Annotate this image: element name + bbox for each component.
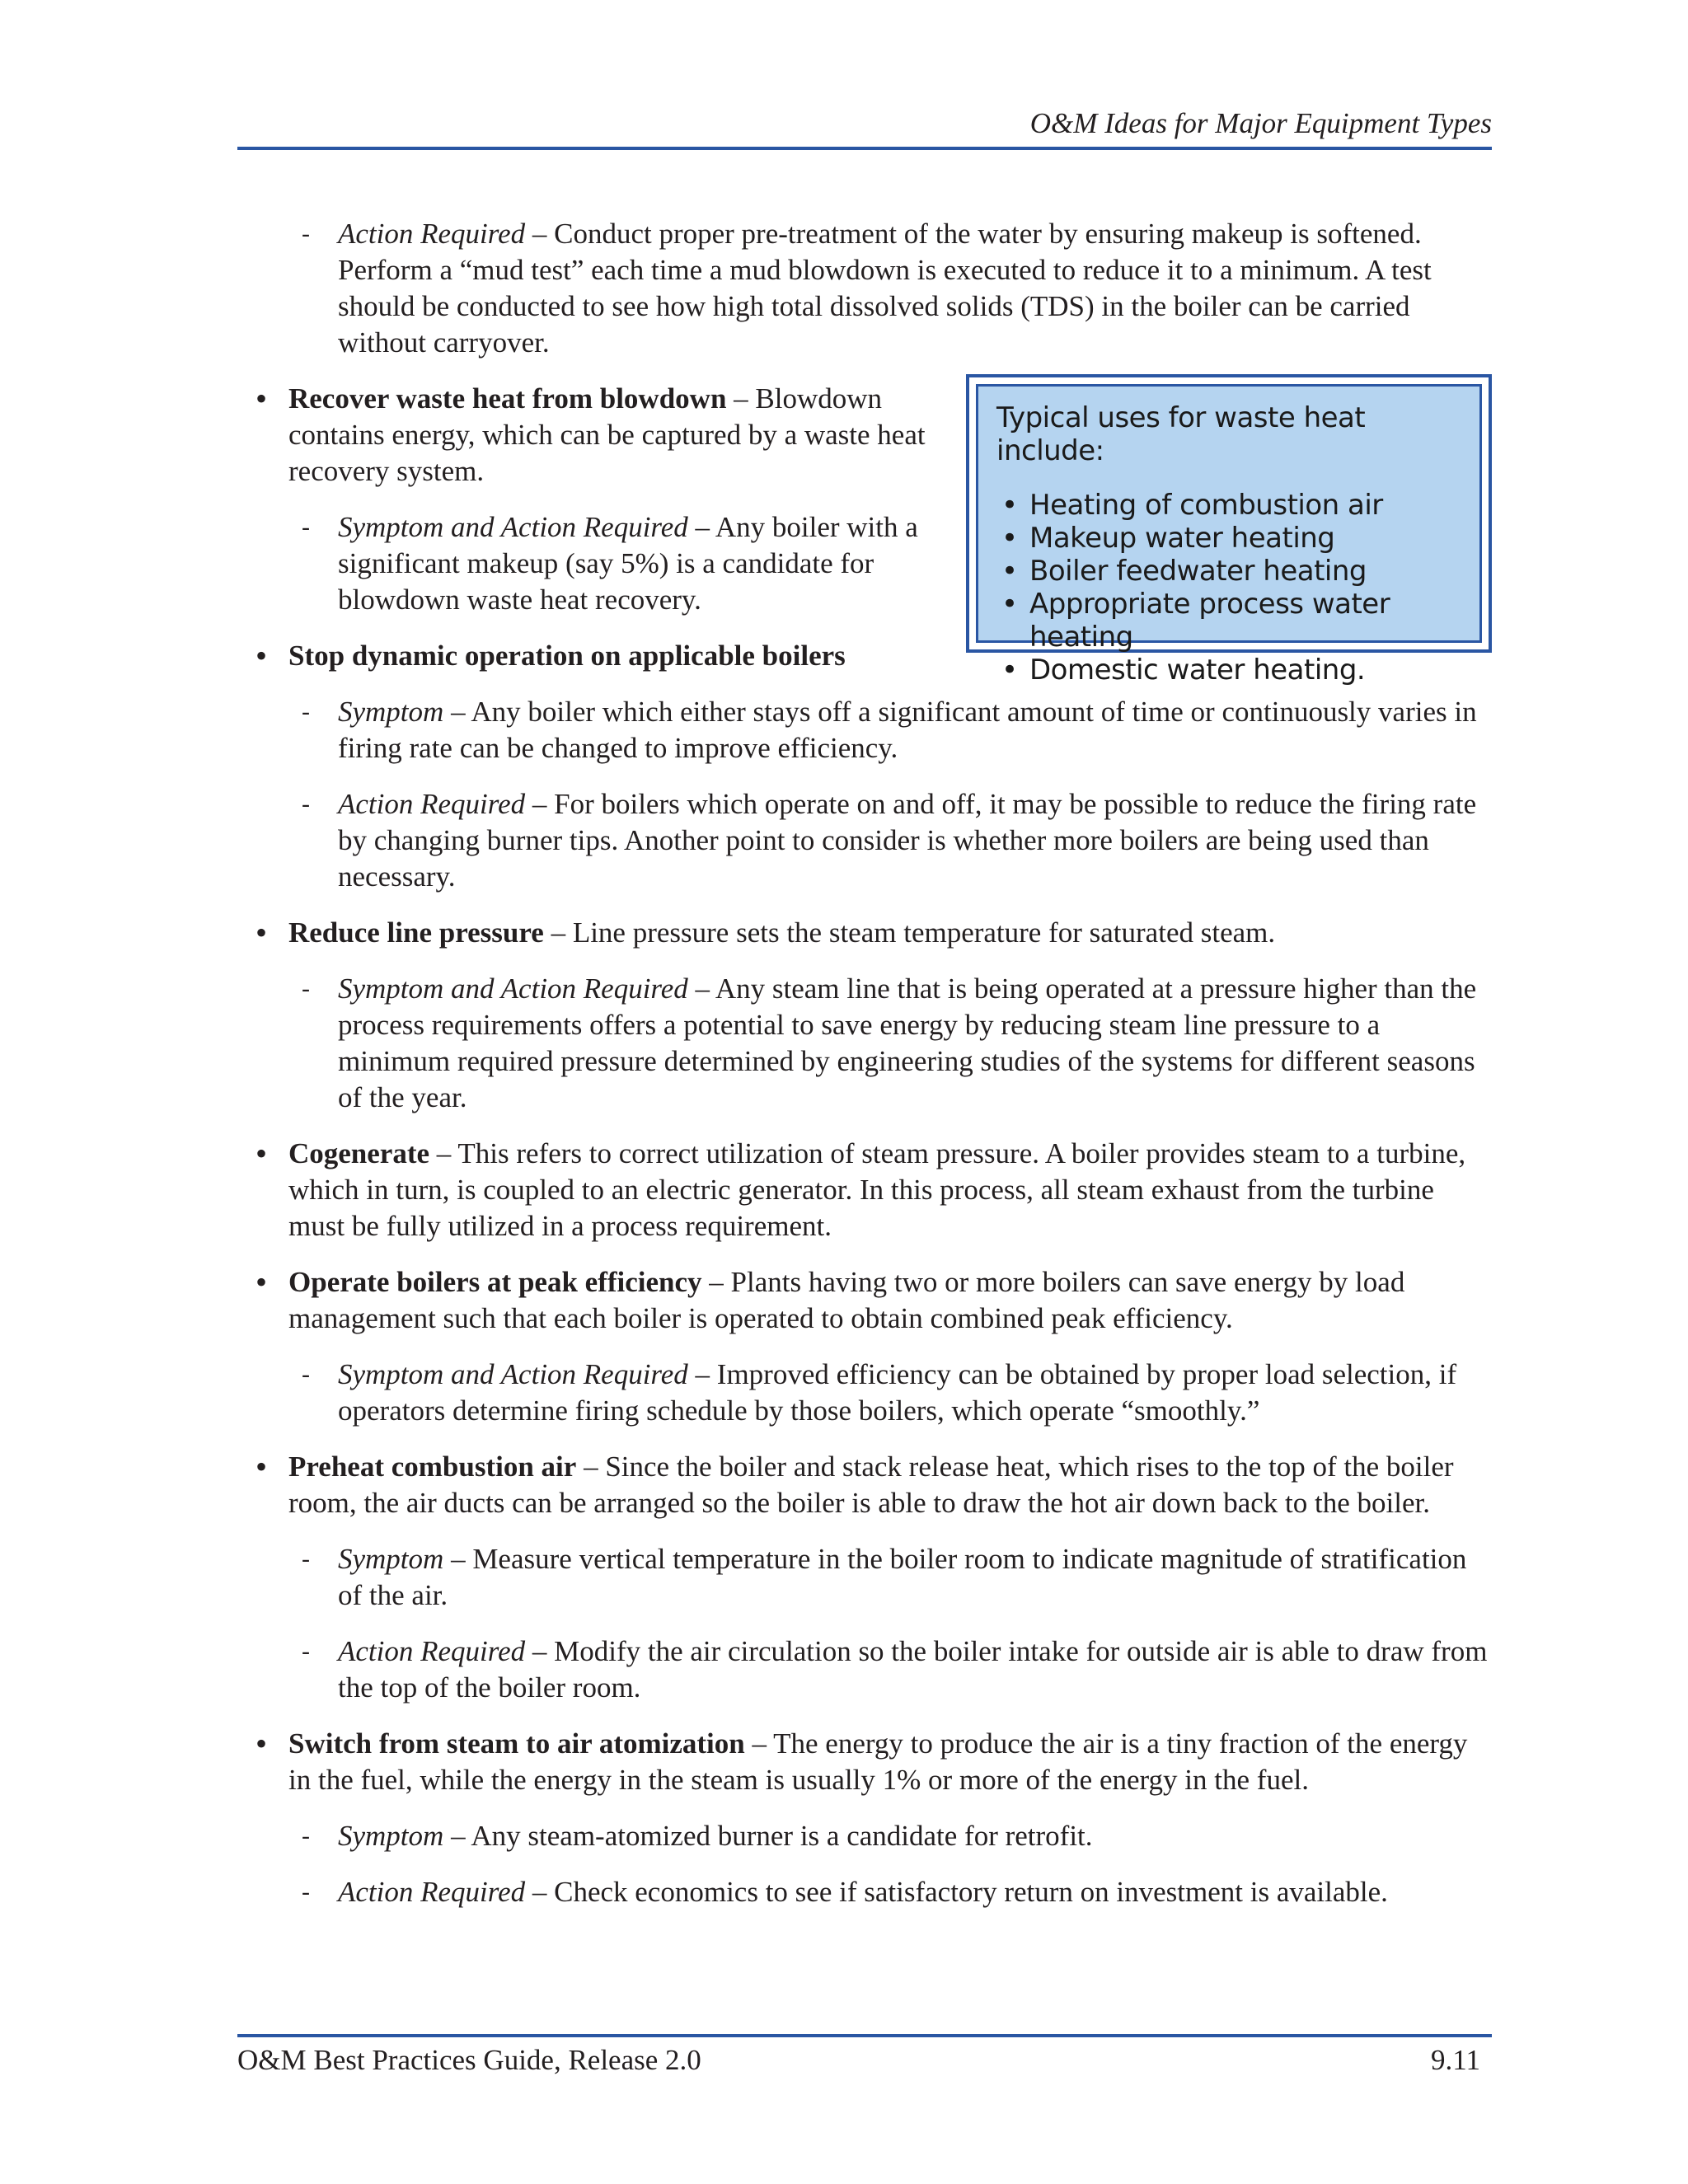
running-header: O&M Ideas for Major Equipment Types: [1029, 107, 1492, 139]
callout-title: Typical uses for waste heat include:: [996, 401, 1366, 467]
sub-item-text: – Any boiler which either stays off a significant amount of time or continuously varies in firing rate can be changed to improve efficiency.: [338, 696, 1477, 764]
dash-marker: -: [302, 513, 310, 541]
bullet-icon: •: [256, 637, 268, 674]
bullet-text: – Blowdown contains energy, which can be captured by a waste heat recovery system.: [288, 382, 926, 487]
callout-item: • Heating of combustion air: [1001, 489, 1383, 522]
sub-item: [256, 1874, 1492, 1910]
sub-item-label: Symptom: [338, 1820, 444, 1852]
sub-item: [256, 1541, 1492, 1614]
bullet-icon: •: [256, 914, 268, 951]
callout-item: • Boiler feedwater heating: [1001, 555, 1367, 588]
bullet-icon: •: [1001, 654, 1018, 687]
sub-item: [256, 1633, 1492, 1706]
bullet-item: [256, 1264, 1492, 1337]
bullet-icon: •: [1001, 522, 1018, 555]
dash-marker: -: [302, 698, 310, 725]
bullet-item: [256, 1136, 1492, 1244]
sub-item-text: – Check economics to see if satisfactory return on investment is available.: [525, 1876, 1388, 1908]
bullet-title: Preheat combustion air: [288, 1451, 577, 1483]
bullet-item: [256, 1449, 1492, 1521]
footer-title: O&M Best Practices Guide, Release 2.0: [237, 2044, 701, 2076]
bullet-item: [256, 638, 1492, 674]
bullet-title: Stop dynamic operation on applicable boilers: [288, 640, 846, 672]
sub-item: [256, 1818, 1492, 1854]
footer-rule: [237, 2034, 1492, 2037]
sub-item-label: Action Required: [338, 218, 526, 250]
sub-item-text: – Modify the air circulation so the boiler intake for outside air is able to draw from the top of the boiler room.: [338, 1635, 1488, 1704]
bullet-icon: •: [1001, 489, 1018, 522]
bullet-icon: •: [1001, 588, 1018, 621]
sub-item: [256, 509, 997, 618]
bullet-item: [256, 1726, 1492, 1798]
bullet-icon: •: [256, 1135, 268, 1172]
dash-marker: -: [302, 220, 310, 247]
bullet-item: [256, 915, 1492, 951]
sub-item-text: – Conduct proper pre-treatment of the water by ensuring makeup is softened. Perform a “mud test” each time a mud blowdown is executed to reduce it to a minimum. A test should be conducted to see how high total dissolved solids (TDS) in the boiler can be carried without carryover.: [338, 218, 1432, 359]
dash-marker: -: [302, 975, 310, 1002]
sub-item-label: Symptom and Action Required: [338, 972, 688, 1005]
bullet-text: – Line pressure sets the steam temperature for saturated steam.: [543, 916, 1276, 949]
dash-marker: -: [302, 1361, 310, 1388]
sub-item-text: – Measure vertical temperature in the boiler room to indicate magnitude of stratification of the air.: [338, 1543, 1467, 1611]
sub-item-text: – Any steam-atomized burner is a candidate for retrofit.: [443, 1820, 1093, 1852]
sub-item-text: – Improved efficiency can be obtained by proper load selection, if operators determine firing schedule by those boilers, which operate “smoothly.”: [338, 1358, 1457, 1427]
bullet-icon: •: [256, 1263, 268, 1301]
sub-item: [256, 1357, 1492, 1429]
sub-item-text: – Any boiler with a significant makeup (say 5%) is a candidate for blowdown waste heat recovery.: [338, 511, 918, 616]
sub-item-label: Action Required: [338, 788, 526, 820]
page-number: 9.11: [1431, 2044, 1480, 2076]
bullet-text: – Plants having two or more boilers can save energy by load management such that each boiler is operated to obtain combined peak efficiency.: [288, 1266, 1405, 1334]
callout-item: • Makeup water heating: [1001, 522, 1335, 555]
bullet-icon: •: [256, 1725, 268, 1762]
bullet-text: – The energy to produce the air is a tiny fraction of the energy in the fuel, while the energy in the steam is usually 1% or more of the energy in the fuel.: [288, 1727, 1468, 1796]
sub-item-label: Symptom and Action Required: [338, 511, 688, 543]
bullet-title: Reduce line pressure: [288, 916, 544, 949]
dash-marker: -: [302, 1822, 310, 1849]
sub-item: [256, 971, 1492, 1116]
sub-item-label: Symptom and Action Required: [338, 1358, 688, 1390]
header-rule: [237, 147, 1492, 150]
dash-marker: -: [302, 1545, 310, 1572]
sub-item-label: Symptom: [338, 1543, 444, 1575]
sub-item-text: – For boilers which operate on and off, it may be possible to reduce the firing rate by changing burner tips. Another point to consider is whether more boilers are being used than necessary.: [338, 788, 1477, 893]
sub-item: [256, 786, 1492, 895]
sub-item-label: Action Required: [338, 1635, 526, 1667]
bullet-title: Recover waste heat from blowdown: [288, 382, 727, 415]
bullet-icon: •: [1001, 555, 1018, 588]
sub-item: [256, 694, 1492, 766]
sub-item-label: Symptom: [338, 696, 444, 728]
bullet-item: [256, 381, 964, 490]
bullet-text: – This refers to correct utilization of steam pressure. A boiler provides steam to a turbine, which in turn, is coupled to an electric generator. In this process, all steam exhaust from the turbine must be fully utilized in a process requirement.: [288, 1137, 1466, 1242]
bullet-title: Cogenerate: [288, 1137, 430, 1169]
callout-item: • Appropriate process water heating: [1001, 588, 1390, 654]
sub-item-text: – Any steam line that is being operated at a pressure higher than the process requirements offers a potential to save energy by reducing steam line pressure to a minimum required pressure determined by engineering studies of the systems for different seasons of the year.: [338, 972, 1477, 1113]
dash-marker: -: [302, 1638, 310, 1665]
bullet-icon: •: [256, 380, 268, 417]
bullet-title: Operate boilers at peak efficiency: [288, 1266, 702, 1298]
bullet-text: – Since the boiler and stack release heat, which rises to the top of the boiler room, the air ducts can be arranged so the boiler is able to draw the hot air down back to the boiler.: [288, 1451, 1454, 1519]
dash-marker: -: [302, 790, 310, 818]
bullet-icon: •: [256, 1448, 268, 1485]
sub-item: [256, 216, 1492, 361]
bullet-title: Switch from steam to air atomization: [288, 1727, 745, 1760]
dash-marker: -: [302, 1878, 310, 1905]
page-body: [256, 216, 1492, 1930]
sub-item-label: Action Required: [338, 1876, 526, 1908]
callout-item: • Domestic water heating.: [1001, 654, 1366, 687]
